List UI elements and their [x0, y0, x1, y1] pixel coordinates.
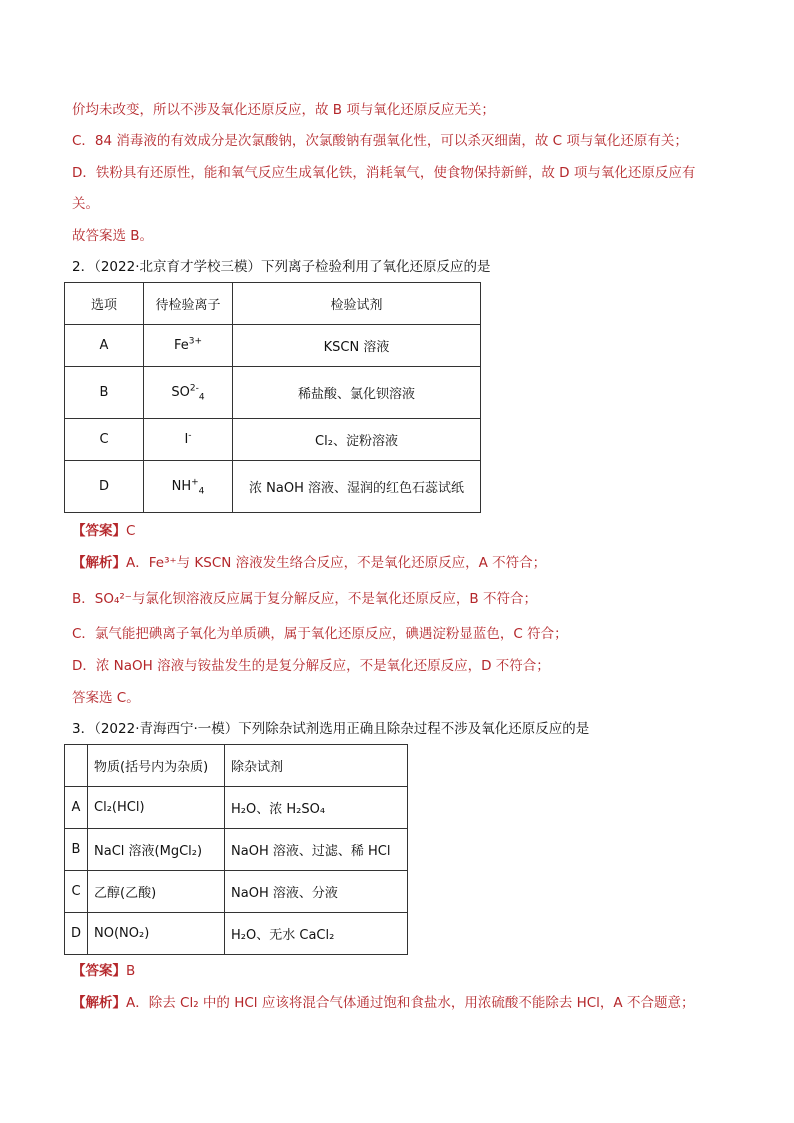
table-header-row: [65, 283, 481, 325]
table-row: [65, 367, 481, 419]
reagent-cell: NaOH 溶液、过滤、稀 HCl: [225, 829, 408, 871]
q2-answer: 【答案】C: [72, 523, 136, 539]
q3-table: [64, 744, 408, 955]
q2-analysis-c: C．氯气能把碘离子氧化为单质碘，属于氧化还原反应，碘遇淀粉显蓝色，C 符合；: [72, 626, 568, 642]
table-header-row: [65, 745, 408, 787]
substance-cell: 乙醇(乙酸): [88, 871, 225, 913]
option-cell: B: [65, 829, 88, 871]
table-row: [65, 913, 408, 955]
table-header-cell: 除杂试剂: [225, 745, 408, 787]
q1-explanation-d-line2: 关。: [72, 196, 99, 212]
reagent-cell: 稀盐酸、氯化钡溶液: [233, 367, 481, 419]
reagent-cell: KSCN 溶液: [233, 325, 481, 367]
q1-explanation-c: C．84 消毒液的有效成分是次氯酸钠，次氯酸钠有强氧化性，可以杀灭细菌，故 C 项与氧化还原有关；: [72, 133, 688, 149]
reagent-cell: H₂O、无水 CaCl₂: [225, 913, 408, 955]
option-cell: A: [65, 787, 88, 829]
option-cell: C: [65, 419, 144, 461]
q1-explanation-d-line1: D．铁粉具有还原性，能和氧气反应生成氧化铁，消耗氧气，使食物保持新鲜，故 D 项与氧化还原反应有: [72, 165, 696, 181]
ion-cell: $SO^{2-}_4$: [144, 367, 233, 419]
table-row: [65, 829, 408, 871]
option-cell: B: [65, 367, 144, 419]
table-row: [65, 325, 481, 367]
reagent-cell: H₂O、浓 H₂SO₄: [225, 787, 408, 829]
table-header-cell: [65, 745, 88, 787]
table-header-cell: 待检验离子: [144, 283, 233, 325]
ion-cell: I-: [144, 419, 233, 461]
q1-explanation-b: 价均未改变，所以不涉及氧化还原反应，故 B 项与氧化还原反应无关；: [72, 102, 495, 118]
q2-analysis-d: D．浓 NaOH 溶液与铵盐发生的是复分解反应，不是氧化还原反应，D 不符合；: [72, 658, 550, 674]
table-header-cell: 物质(括号内为杂质): [88, 745, 225, 787]
substance-cell: Cl₂(HCl): [88, 787, 225, 829]
table-header-cell: 选项: [65, 283, 144, 325]
q2-stem: 2．（2022·北京育才学校三模）下列离子检验利用了氧化还原反应的是: [72, 259, 491, 275]
table-row: [65, 419, 481, 461]
q2-analysis-b: B．SO₄²⁻与氯化钡溶液反应属于复分解反应，不是氧化还原反应，B 不符合；: [72, 591, 537, 607]
table-row: [65, 461, 481, 513]
reagent-cell: 浓 NaOH 溶液、湿润的红色石蕊试纸: [233, 461, 481, 513]
q2-table: [64, 282, 481, 513]
q2-analysis-a: 【解析】A．Fe³⁺与 KSCN 溶液发生络合反应，不是氧化还原反应，A 不符合；: [72, 555, 547, 571]
option-cell: C: [65, 871, 88, 913]
reagent-cell: Cl₂、淀粉溶液: [233, 419, 481, 461]
q2-final-answer: 答案选 C。: [72, 690, 140, 706]
option-cell: D: [65, 913, 88, 955]
substance-cell: NO(NO₂): [88, 913, 225, 955]
q1-final-answer: 故答案选 B。: [72, 228, 154, 244]
option-cell: D: [65, 461, 144, 513]
ion-cell: $Fe^{3+}$: [144, 325, 233, 367]
table-row: [65, 787, 408, 829]
table-row: [65, 871, 408, 913]
substance-cell: NaCl 溶液(MgCl₂): [88, 829, 225, 871]
reagent-cell: NaOH 溶液、分液: [225, 871, 408, 913]
ion-cell: $NH^+_4$: [144, 461, 233, 513]
table-header-cell: 检验试剂: [233, 283, 481, 325]
q3-answer: 【答案】B: [72, 963, 136, 979]
q3-analysis-a: 【解析】A．除去 Cl₂ 中的 HCl 应该将混合气体通过饱和食盐水，用浓硫酸不能除去 HCl，A 不合题意；: [72, 995, 695, 1011]
q3-stem: 3．（2022·青海西宁·一模）下列除杂试剂选用正确且除杂过程不涉及氧化还原反应的是: [72, 721, 590, 737]
option-cell: A: [65, 325, 144, 367]
